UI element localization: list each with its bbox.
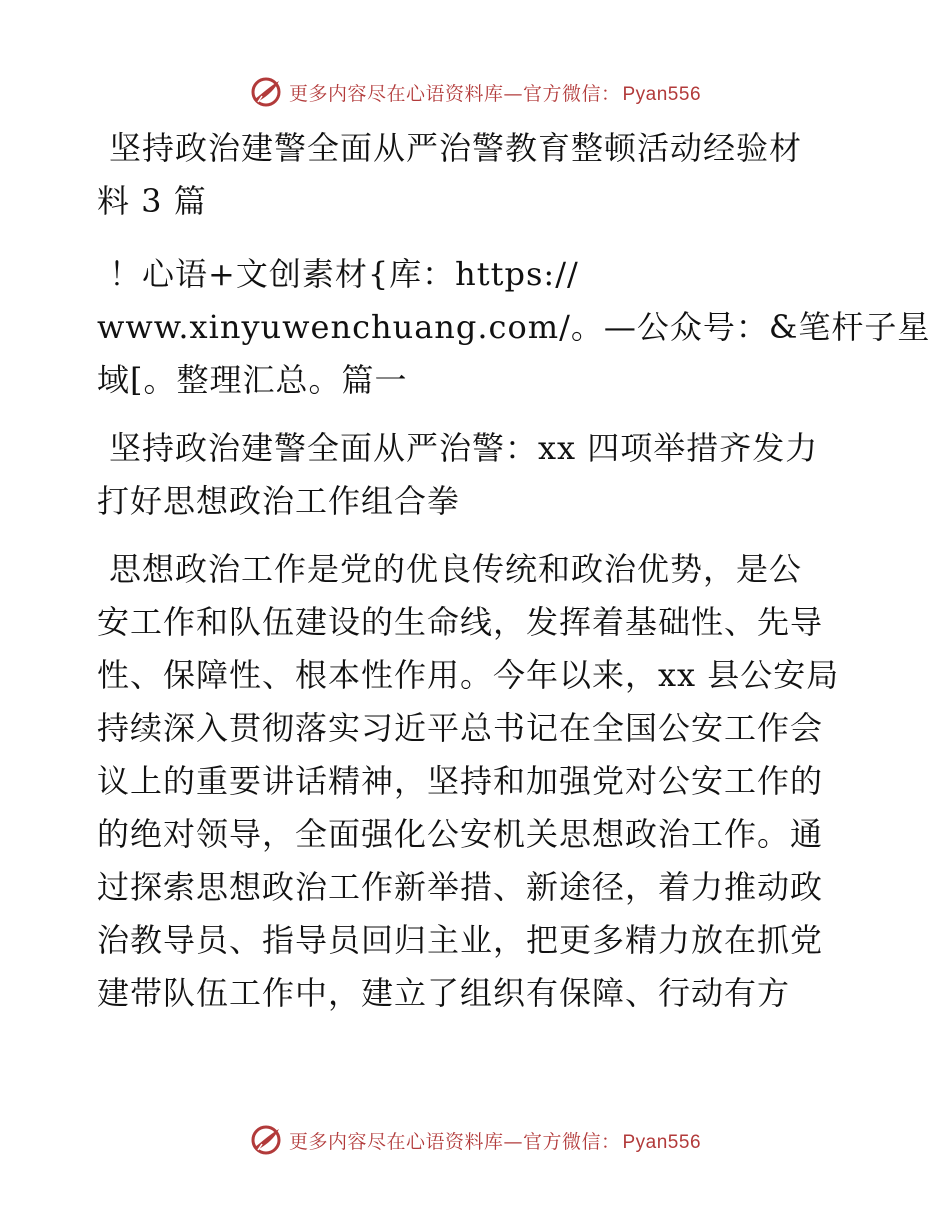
watermark-wechat-id: Pyan556 [622, 83, 702, 105]
source-line: ！心语+文创素材{库：https:// [109, 255, 579, 293]
title-line: 坚持政治建警全面从严治警教育整顿活动经验材 [109, 129, 803, 167]
document-body [97, 122, 931, 1035]
body-line: 持续深入贯彻落实习近平总书记在全国公安工作会 [97, 709, 824, 747]
title-line: 料 3 篇 [97, 182, 207, 220]
body-paragraph [97, 543, 857, 1020]
footer-watermark [0, 1120, 950, 1160]
quill-logo-icon [249, 75, 283, 109]
body-line: 治教导员、指导员回归主业，把更多精力放在抓党 [97, 921, 824, 959]
watermark-text: 更多内容尽在心语资料库—官方微信： Pyan556 [288, 82, 702, 105]
body-line: 的绝对领导，全面强化公安机关思想政治工作。通 [97, 815, 824, 853]
body-line: 思想政治工作是党的优良传统和政治优势，是公 [109, 550, 803, 588]
body-line: 过探索思想政治工作新举措、新途径，着力推动政 [97, 868, 824, 906]
subtitle-line: 打好思想政治工作组合拳 [97, 482, 461, 520]
subtitle-line: 坚持政治建警全面从严治警：xx 四项举措齐发力 [109, 429, 819, 467]
header-watermark [0, 72, 950, 112]
body-line: 安工作和队伍建设的生命线，发挥着基础性、先导 [97, 603, 824, 641]
document-title [97, 122, 857, 228]
source-line: 域[。整理汇总。篇一 [97, 361, 408, 399]
watermark-text: 更多内容尽在心语资料库—官方微信： Pyan556 [288, 1130, 702, 1153]
body-line: 建带队伍工作中，建立了组织有保障、行动有方 [97, 974, 791, 1012]
watermark-wechat-id: Pyan556 [622, 1131, 702, 1153]
source-note [97, 248, 931, 407]
section-subtitle [97, 422, 857, 528]
quill-logo-icon [249, 1123, 283, 1157]
body-line: 性、保障性、根本性作用。今年以来，xx 县公安局 [97, 656, 840, 694]
body-line: 议上的重要讲话精神，坚持和加强党对公安工作的 [97, 762, 824, 800]
source-line: www.xinyuwenchuang.com/。—公众号：&笔杆子星 [97, 308, 931, 346]
